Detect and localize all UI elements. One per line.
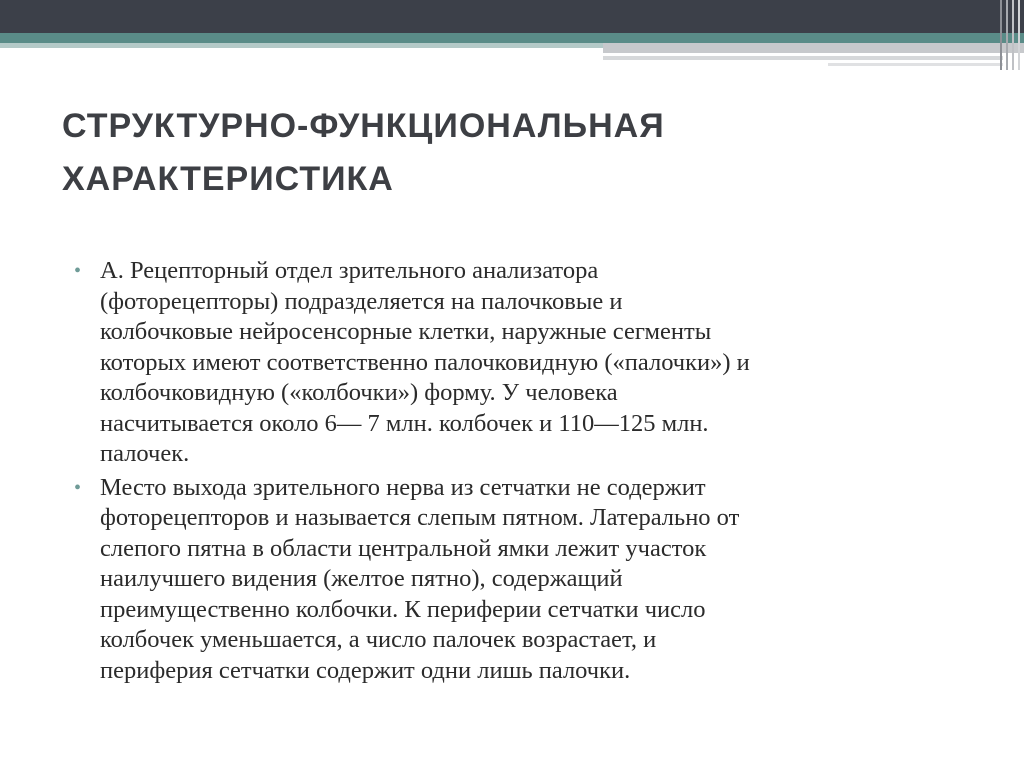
header-side-stripe xyxy=(1012,0,1014,70)
header-gray-thin-bar-2 xyxy=(828,63,1003,66)
header-side-stripe xyxy=(1006,0,1008,70)
bullet-line: периферия сетчатки содержит одни лишь палочки. xyxy=(100,656,631,684)
bullet-list xyxy=(70,256,950,689)
bullet-line: которых имеют соответственно палочковидную («палочки») и xyxy=(100,348,750,376)
bullet-line: А. Рецепторный отдел зрительного анализатора xyxy=(100,257,599,284)
header-side-stripe xyxy=(1018,0,1020,70)
slide-title-line-1: СТРУКТУРНО-ФУНКЦИОНАЛЬНАЯ xyxy=(62,107,665,145)
bullet-line: палочек. xyxy=(100,440,190,467)
slide-title-line-2: ХАРАКТЕРИСТИКА xyxy=(62,160,394,198)
header-gray-thin-bar xyxy=(603,56,1003,60)
bullet-line: фоторецепторов и называется слепым пятном. Латерально от xyxy=(100,504,740,531)
header-light-teal-bar xyxy=(0,43,603,48)
bullet-line: колбочек уменьшается, а число палочек возрастает, и xyxy=(100,626,657,653)
bullet-line: преимущественно колбочки. К периферии сетчатки число xyxy=(100,595,706,623)
header-teal-bar xyxy=(0,33,1024,43)
header-dark-bar xyxy=(0,0,1024,33)
bullet-line: колбочковые нейросенсорные клетки, наружные сегменты xyxy=(100,318,712,345)
bullet-line: насчитывается около 6— 7 млн. колбочек и 110—125 млн. xyxy=(100,409,709,437)
header-gray-bar xyxy=(603,43,1024,53)
header-side-stripe xyxy=(1000,0,1002,70)
bullet-item-receptors xyxy=(70,256,950,470)
bullet-text xyxy=(100,473,950,687)
bullet-marker: • xyxy=(74,260,82,282)
bullet-line: слепого пятна в области центральной ямки лежит участок xyxy=(100,534,707,562)
bullet-text xyxy=(100,256,950,470)
bullet-marker: • xyxy=(74,476,82,499)
slide-title xyxy=(62,100,962,206)
bullet-line: колбочковидную («колбочки») форму. У человека xyxy=(100,379,618,406)
bullet-line: (фоторецепторы) подразделяется на палочковые и xyxy=(100,287,623,315)
bullet-line: наилучшего видения (желтое пятно), содержащий xyxy=(100,565,623,592)
bullet-item-blind-spot xyxy=(70,473,950,687)
bullet-line: Место выхода зрительного нерва из сетчатки не содержит xyxy=(100,473,706,501)
